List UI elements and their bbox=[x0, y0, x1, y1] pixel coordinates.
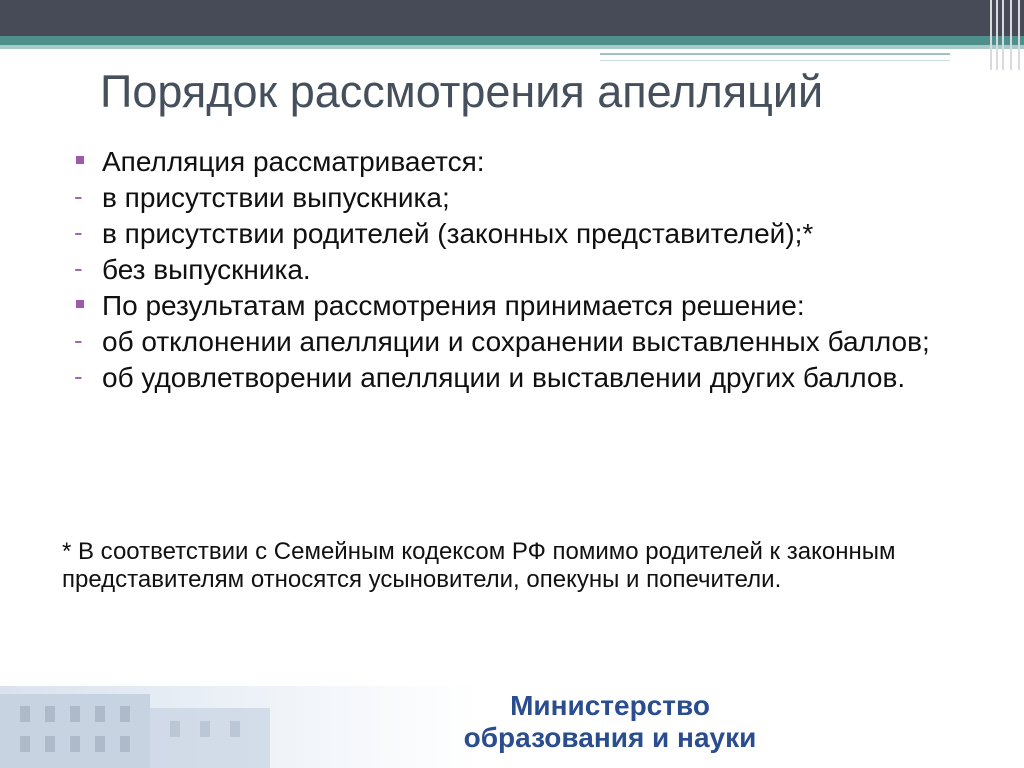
bullet-item bbox=[74, 289, 974, 322]
dash-bullet-icon: - bbox=[74, 361, 83, 391]
sub-item bbox=[74, 361, 974, 394]
header-band-light bbox=[0, 45, 1024, 49]
sub-item-text: в присутствии выпускника; bbox=[102, 182, 450, 213]
slide-title: Порядок рассмотрения апелляций bbox=[100, 66, 824, 117]
bullet-list bbox=[74, 145, 974, 397]
square-bullet-icon bbox=[76, 156, 84, 164]
header-line bbox=[600, 53, 950, 55]
footer-banner bbox=[0, 686, 1024, 768]
bullet-text: По результатам рассмотрения принимается решение: bbox=[102, 290, 805, 321]
footnote: * В соответствии с Семейным кодексом РФ помимо родителей к законным представителям относятся усыновители, опекуны и попечители. bbox=[62, 538, 896, 593]
bullet-item bbox=[74, 145, 974, 178]
header-band-dark bbox=[0, 0, 1024, 36]
sub-item bbox=[74, 325, 974, 358]
header-stripes-decoration bbox=[988, 0, 1024, 70]
sub-item-text: об отклонении апелляции и сохранении выставленных баллов; bbox=[102, 326, 930, 357]
sub-item-text: в присутствии родителей (законных представителей);* bbox=[102, 218, 814, 249]
ministry-line-1: Министерство bbox=[510, 690, 710, 721]
header-line-thin bbox=[600, 60, 950, 61]
dash-bullet-icon: - bbox=[74, 325, 83, 355]
dash-bullet-icon: - bbox=[74, 253, 83, 283]
dash-bullet-icon: - bbox=[74, 181, 83, 211]
sub-item-text: об удовлетворении апелляции и выставлении других баллов. bbox=[102, 362, 906, 393]
header-band-teal bbox=[0, 36, 1024, 45]
sub-item bbox=[74, 181, 974, 214]
sub-item bbox=[74, 217, 974, 250]
ministry-logo-text bbox=[440, 690, 780, 754]
dash-bullet-icon: - bbox=[74, 217, 83, 247]
sub-item bbox=[74, 253, 974, 286]
ministry-line-2: образования и науки bbox=[463, 722, 757, 753]
building-image bbox=[0, 686, 480, 768]
sub-item-text: без выпускника. bbox=[102, 254, 311, 285]
bullet-text: Апелляция рассматривается: bbox=[102, 146, 485, 177]
square-bullet-icon bbox=[76, 300, 84, 308]
